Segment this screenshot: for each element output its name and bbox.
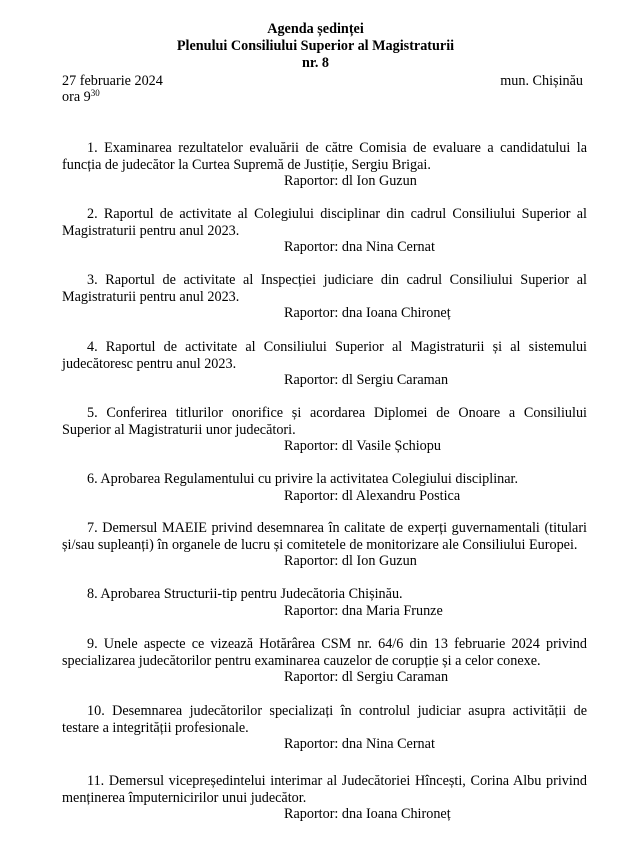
- meeting-time: [62, 89, 100, 106]
- agenda-item-text: 6. Aprobarea Regulamentului cu privire la activitatea Colegiului disciplinar.: [87, 471, 519, 487]
- agenda-item-text: 7. Demersul MAEIE privind desemnarea în calitate de experți guvernamentali (titulari și/sau supleanți) în organele de lucru și comitetele de monitorizare ale Consiliului Europei.: [62, 520, 587, 553]
- meeting-time-hour: ora 9: [62, 89, 91, 105]
- meeting-time-minutes: 30: [90, 88, 100, 98]
- agenda-item-text: 10. Desemnarea judecătorilor specializați în controlul judiciar asupra activității de testare a integrității profesionale.: [62, 703, 587, 736]
- agenda-item: [62, 206, 587, 256]
- agenda-item-rapporteur: Raportor: dl Ion Guzun: [284, 553, 417, 569]
- agenda-item: [62, 339, 587, 389]
- agenda-item-text: 4. Raportul de activitate al Consiliului Superior al Magistraturii și al sistemului judecătoresc pentru anul 2023.: [62, 339, 587, 372]
- agenda-item: [62, 520, 587, 570]
- agenda-item: [62, 140, 587, 190]
- agenda-item-rapporteur: Raportor: dl Alexandru Postica: [284, 487, 461, 504]
- agenda-item-rapporteur: Raportor: dl Sergiu Caraman: [284, 669, 449, 685]
- agenda-item: [62, 703, 587, 753]
- agenda-number: nr. 8: [301, 55, 330, 71]
- agenda-item-rapporteur: Raportor: dl Ion Guzun: [284, 173, 417, 189]
- agenda-item: [62, 773, 587, 823]
- agenda-item-rapporteur: Raportor: dna Maria Frunze: [284, 602, 443, 619]
- agenda-item-rapporteur: Raportor: dl Sergiu Caraman: [284, 372, 449, 388]
- agenda-title: Agenda ședinței: [267, 21, 364, 37]
- agenda-item-rapporteur: Raportor: dna Nina Cernat: [284, 736, 435, 752]
- meeting-date: 27 februarie 2024: [62, 73, 163, 89]
- meeting-place: mun. Chișinău: [500, 73, 583, 89]
- agenda-item-rapporteur: Raportor: dna Nina Cernat: [284, 239, 435, 255]
- agenda-item: [62, 636, 587, 686]
- agenda-item-rapporteur: Raportor: dl Vasile Șchiopu: [284, 438, 441, 454]
- agenda-item-text: 3. Raportul de activitate al Inspecției judiciare din cadrul Consiliului Superior al Magistraturii pentru anul 2023.: [62, 272, 587, 305]
- agenda-item-rapporteur: Raportor: dna Ioana Chironeț: [284, 305, 451, 321]
- agenda-item: [62, 272, 587, 322]
- agenda-item: [62, 586, 587, 619]
- agenda-subtitle: Plenului Consiliului Superior al Magistraturii: [176, 38, 455, 54]
- agenda-item-text: 5. Conferirea titlurilor onorifice și acordarea Diplomei de Onoare a Consiliului Superior al Magistraturii unor judecători.: [62, 405, 587, 438]
- agenda-item-text: 8. Aprobarea Structurii-tip pentru Judecătoria Chișinău.: [87, 586, 403, 602]
- agenda-item-text: 11. Demersul vicepreședintelui interimar al Judecătoriei Hîncești, Corina Albu privind menținerea împuternicirilor unui judecător.: [62, 773, 587, 806]
- agenda-item-text: 2. Raportul de activitate al Colegiului disciplinar din cadrul Consiliului Superior al Magistraturii pentru anul 2023.: [62, 206, 587, 239]
- agenda-item: [62, 471, 587, 504]
- agenda-item-rapporteur: Raportor: dna Ioana Chironeț: [284, 806, 451, 822]
- agenda-item-text: 1. Examinarea rezultatelor evaluării de către Comisia de evaluare a candidatului la funcția de judecător la Curtea Supremă de Justiție, Sergiu Brigai.: [62, 140, 587, 173]
- agenda-item: [62, 405, 587, 455]
- agenda-item-text: 9. Unele aspecte ce vizează Hotărârea CSM nr. 64/6 din 13 februarie 2024 privind specializarea judecătorilor pentru examinarea cauzelor de corupție și a celor conexe.: [62, 636, 587, 669]
